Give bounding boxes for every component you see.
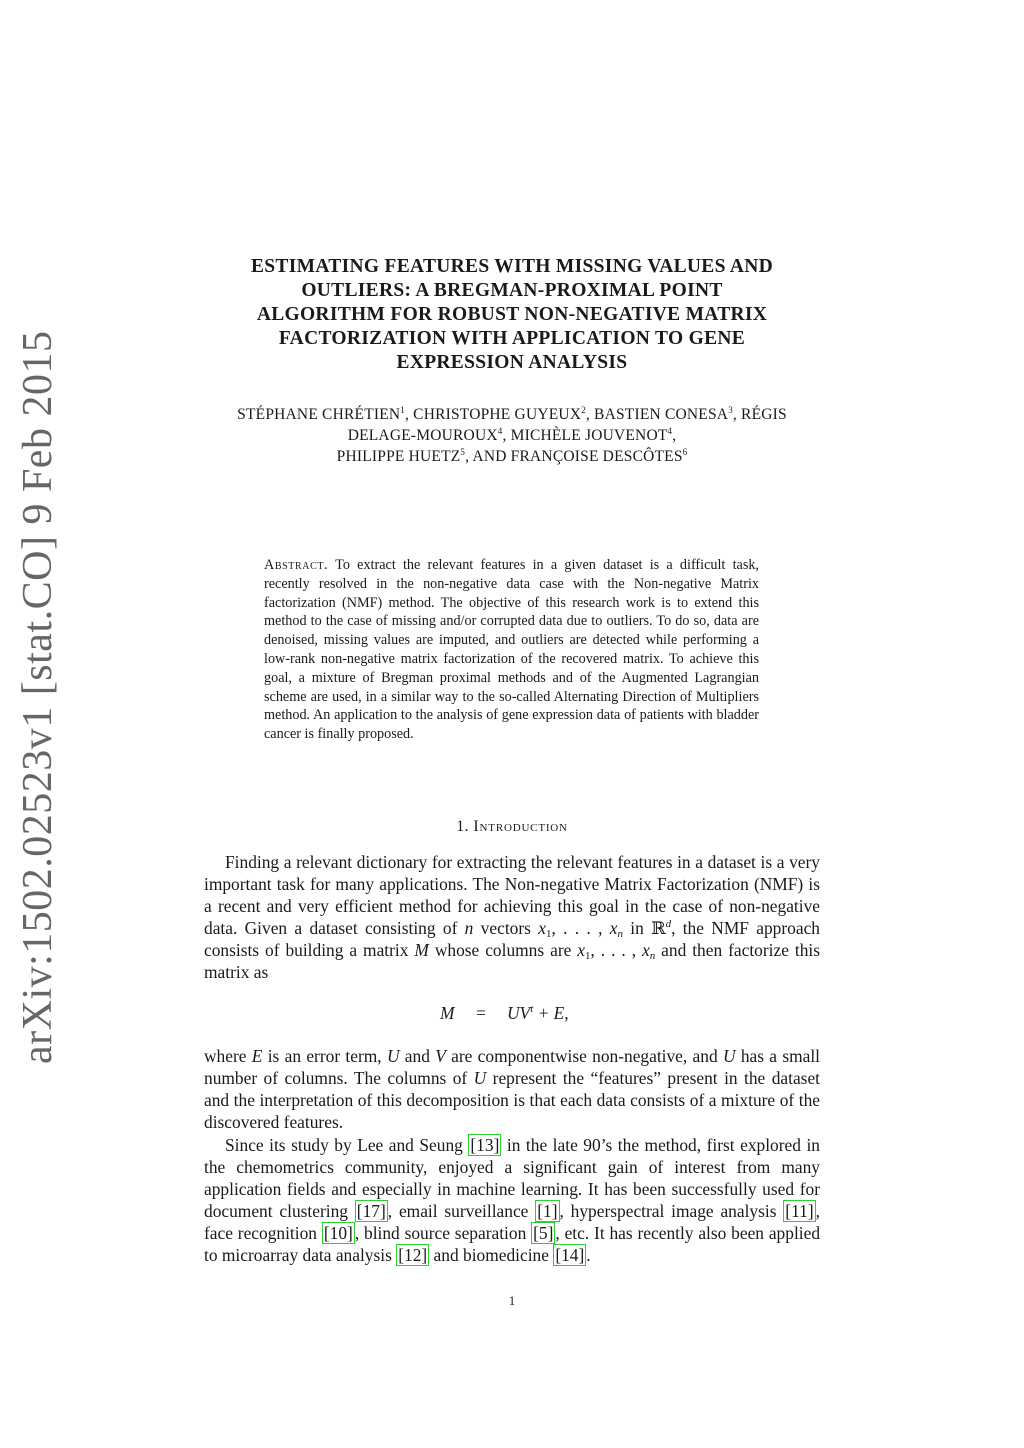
section-heading: [204, 818, 820, 836]
citation-link[interactable]: [14]: [555, 1245, 585, 1266]
text: , . . . ,: [590, 940, 642, 961]
author-name: RÉGIS: [741, 406, 787, 423]
math-var: n: [464, 918, 474, 939]
math-var: E: [251, 1046, 263, 1066]
text: vectors: [473, 918, 539, 939]
affiliation-mark: 4: [497, 426, 503, 436]
section-number: 1.: [456, 818, 470, 835]
text: in ℝ: [622, 918, 666, 939]
math-var: U: [386, 1046, 400, 1066]
text: represent the “features” present in the dataset and the interpretation of this decomposition is that each data consists of a mixture of the discovered features.: [204, 1068, 820, 1133]
text: , . . . ,: [551, 918, 610, 939]
text: , face recognition: [204, 1201, 820, 1244]
author-line: [204, 425, 820, 446]
citation-link[interactable]: [5]: [533, 1223, 554, 1244]
author-name: BASTIEN CONESA: [594, 406, 729, 423]
text: in the late 90’s the method, first explored in the chemometrics community, enjoyed a significant gain of interest from many application fields and especially in machine learning. It has been successfully used for document clustering: [204, 1135, 820, 1222]
text: Finding a relevant dictionary for extracting the relevant features in a dataset is a very important task for many applications. The Non-negative Matrix Factorization (NMF) is a recent and very efficient method for achieving this goal in the case of non-negative data. Given a dataset consisting of: [204, 852, 820, 939]
author-list: [204, 404, 820, 467]
equation-equals: =: [476, 1003, 486, 1023]
paper-title: [204, 255, 820, 375]
text: are componentwise non-negative, and: [445, 1046, 723, 1066]
affiliation-mark: 2: [581, 405, 586, 415]
intro-paragraph-1: [204, 851, 820, 984]
text: Since its study by Lee and Seung: [225, 1135, 469, 1155]
affiliation-mark: 4: [667, 426, 673, 436]
author-name: MICHÈLE JOUVENOT: [510, 427, 668, 444]
affiliation-mark: 1: [400, 405, 405, 415]
abstract: [264, 556, 759, 744]
page-number: 1: [508, 1293, 516, 1308]
title-line: ESTIMATING FEATURES WITH MISSING VALUES AND: [250, 256, 774, 277]
math-sub: 1: [585, 950, 591, 963]
math-var: U: [473, 1068, 487, 1089]
text: is an error term,: [262, 1046, 387, 1066]
affiliation-mark: 5: [460, 447, 466, 457]
citation-link[interactable]: [17]: [356, 1201, 386, 1222]
math-var: x: [538, 918, 546, 939]
math-var: M: [414, 940, 429, 961]
affiliation-mark: 3: [728, 405, 733, 415]
paragraph: [204, 1134, 820, 1267]
author-name: PHILIPPE HUETZ: [336, 448, 461, 465]
equation-rhs: [507, 1003, 569, 1024]
title-line: OUTLIERS: A BREGMAN-PROXIMAL POINT: [301, 280, 723, 301]
author-line: [204, 446, 820, 467]
math-var: UV: [507, 1003, 531, 1023]
math-var: + E,: [533, 1003, 569, 1023]
text: , email surveillance: [387, 1201, 536, 1222]
equation-lhs: M: [440, 1003, 455, 1023]
math-sub: n: [617, 928, 623, 941]
text: and then factorize this matrix as: [204, 940, 820, 983]
text: , blind source separation: [354, 1223, 532, 1244]
math-sup: t: [530, 1003, 534, 1015]
citation-link[interactable]: [13]: [470, 1135, 500, 1155]
section-title: Introduction: [473, 818, 568, 835]
math-sup: d: [665, 918, 672, 931]
text: where: [204, 1046, 252, 1066]
citation-link[interactable]: [10]: [323, 1223, 353, 1244]
intro-paragraph-3: [204, 1134, 820, 1267]
title-line: FACTORIZATION WITH APPLICATION TO GENE: [278, 328, 746, 349]
paragraph: [204, 1045, 820, 1133]
abstract-label: Abstract.: [264, 557, 329, 573]
math-var: V: [435, 1046, 446, 1066]
text: whose columns are: [428, 940, 578, 961]
separator: ,: [585, 406, 595, 423]
math-sub: n: [649, 950, 656, 963]
separator: ,: [672, 427, 677, 444]
citation-link[interactable]: [12]: [398, 1245, 428, 1266]
math-var: x: [609, 918, 618, 939]
text: , etc. It has recently also been applied to microarray data analysis: [204, 1223, 821, 1266]
separator: ,: [502, 427, 511, 444]
text: , hyperspectral image analysis: [559, 1201, 784, 1222]
intro-paragraph-2: [204, 1045, 820, 1133]
text: .: [586, 1245, 591, 1266]
separator: ,: [405, 406, 414, 423]
abstract-text: To extract the relevant features in a given dataset is a difficult task, recently resolved in the non-negative data case with the Non-negative Matrix factorization (NMF) method. The objective of this research work is to extend this method to the case of missing and/or corrupted data due to outliers. To do so, data are denoised, missing values are imputed, and outliers are detected while performing a low-rank non-negative matrix factorization of the recovered matrix. To achieve this goal, a mixture of Bregman proximal methods and of the Augmented Lagrangian scheme are used, in a similar way to the so-called Alternating Direction of Multipliers method. An application to the analysis of gene expression data of patients with bladder cancer is finally proposed.: [264, 557, 759, 743]
author-name: CHRISTOPHE GUYEUX: [413, 406, 582, 423]
text: and biomedicine: [429, 1245, 554, 1266]
text: and: [399, 1046, 436, 1066]
title-line: EXPRESSION ANALYSIS: [396, 352, 628, 373]
author-name: DELAGE-MOUROUX: [347, 427, 498, 444]
author-name: STÉPHANE CHRÉTIEN: [237, 406, 401, 423]
citation-link[interactable]: [11]: [785, 1201, 814, 1222]
citation-link[interactable]: [1]: [537, 1201, 558, 1222]
author-line: [204, 404, 820, 425]
author-name: AND FRANÇOISE DESCÔTES: [472, 448, 683, 465]
text: , the NMF approach consists of building a matrix: [204, 918, 820, 961]
math-var: x: [641, 940, 650, 961]
affiliation-mark: 6: [682, 447, 688, 457]
math-sub: 1: [545, 928, 552, 941]
math-var: x: [577, 940, 586, 961]
paragraph: [204, 851, 820, 984]
title-line: ALGORITHM FOR ROBUST NON-NEGATIVE MATRIX: [256, 304, 768, 325]
math-var: U: [722, 1046, 736, 1066]
separator: ,: [465, 448, 473, 465]
separator: ,: [732, 406, 742, 423]
text: has a small number of columns. The columns of: [204, 1046, 821, 1089]
arxiv-side-stamp: arXiv:1502.02523v1 [stat.CO] 9 Feb 2015: [15, 330, 61, 1064]
